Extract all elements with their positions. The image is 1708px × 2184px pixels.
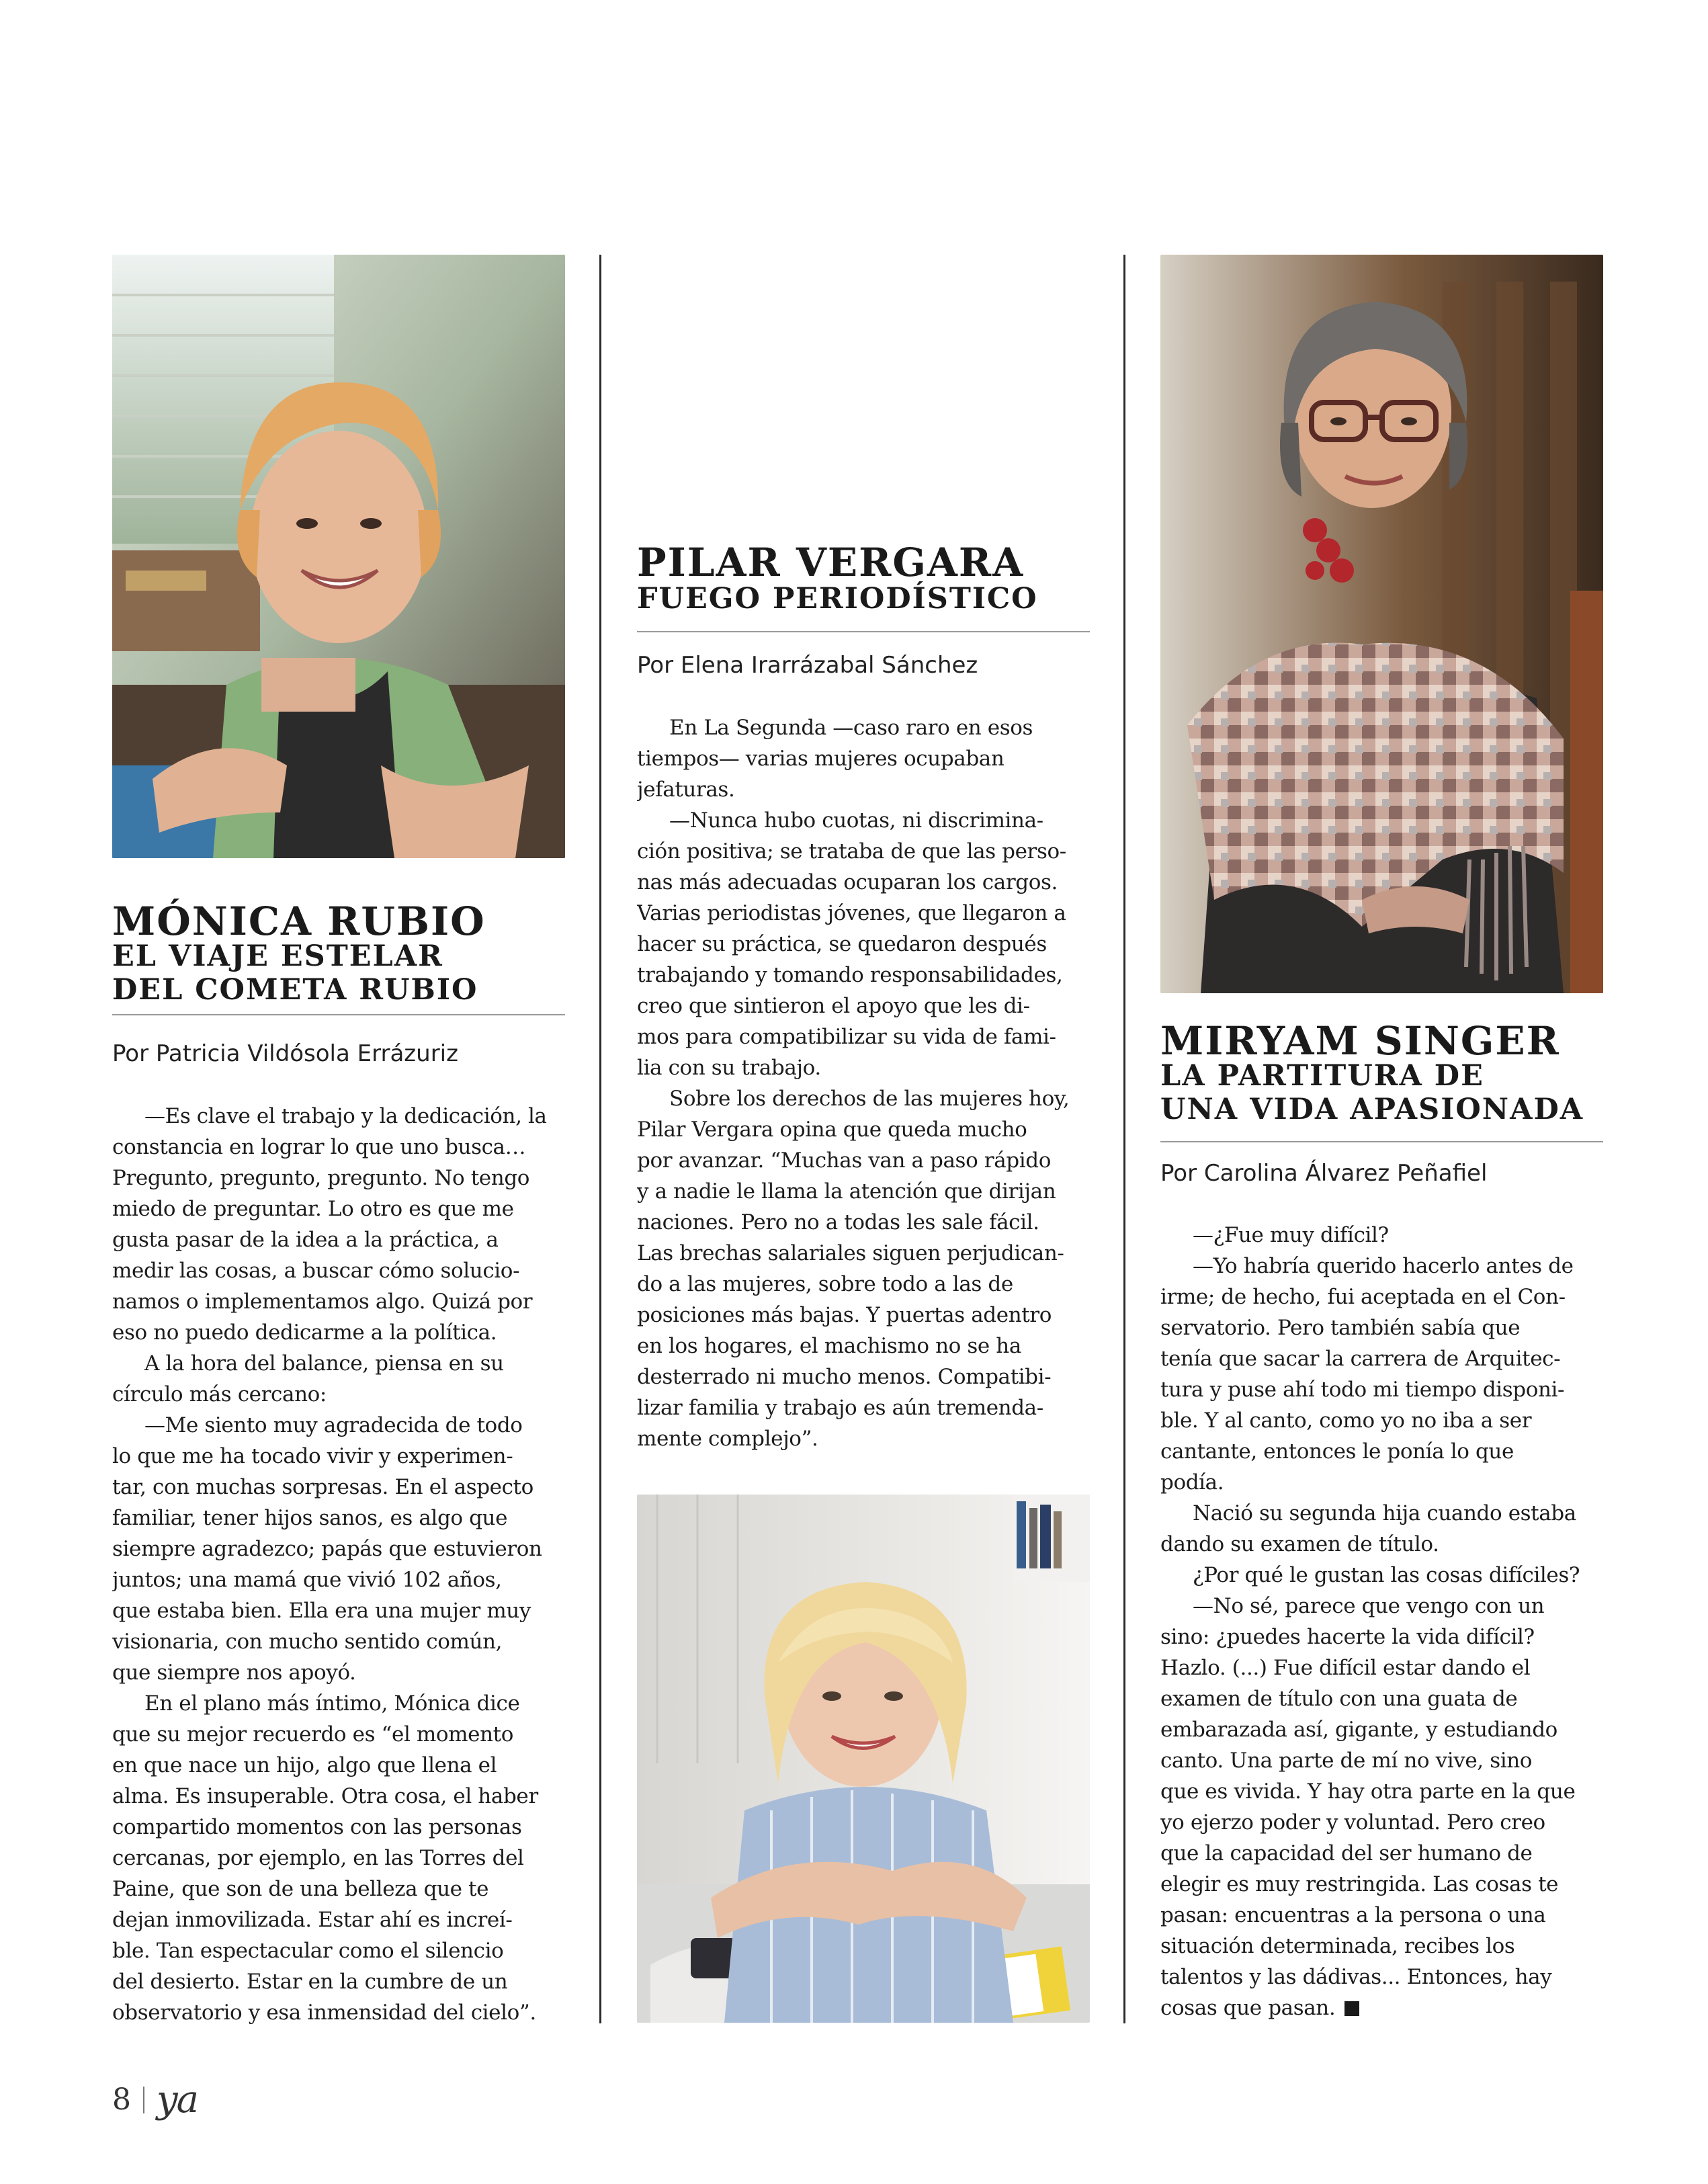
miryam-byline: Por Carolina Álvarez Peñafiel [1160, 1160, 1488, 1187]
body-line: Varias periodistas jóvenes, que llegaron a [637, 901, 1066, 925]
monica-byline: Por Patricia Vildósola Errázuriz [112, 1040, 458, 1067]
body-line: podía. [1160, 1470, 1224, 1495]
body-line: dejan inmovilizada. Estar ahí es increí- [112, 1908, 513, 1932]
body-line: naciones. Pero no a todas les sale fácil. [637, 1210, 1039, 1234]
body-line: —Yo habría querido hacerlo antes de [1193, 1254, 1574, 1278]
body-line: lo que me ha tocado vivir y experimen- [112, 1444, 513, 1468]
column-divider-right [1123, 255, 1125, 2023]
body-line: que siempre nos apoyó. [112, 1661, 356, 1685]
miryam-name-heading: MIRYAM SINGER [1160, 1018, 1560, 1064]
body-line: tar, con muchas sorpresas. En el aspecto [112, 1475, 533, 1499]
body-line: —Nunca hubo cuotas, ni discrimina- [669, 808, 1043, 833]
page-footer [112, 2078, 198, 2122]
body-line: en los hogares, el machismo no se ha [637, 1334, 1021, 1358]
monica-subtitle-line-1: EL VIAJE ESTELAR [112, 939, 443, 973]
body-line: situación determinada, recibes los [1160, 1934, 1515, 1958]
body-line: examen de título con una guata de [1160, 1687, 1518, 1711]
body-line: jefaturas. [637, 778, 735, 802]
miryam-subtitle-line-2: UNA VIDA APASIONADA [1160, 1093, 1584, 1126]
column-divider-left [599, 255, 601, 2023]
body-line: —¿Fue muy difícil? [1193, 1223, 1389, 1247]
body-line: siempre agradezco; papás que estuvieron [112, 1537, 542, 1561]
body-line: embarazada así, gigante, y estudiando [1160, 1718, 1557, 1742]
body-line: ¿Por qué le gustan las cosas difíciles? [1193, 1563, 1580, 1587]
body-line: lia con su trabajo. [637, 1056, 821, 1080]
body-line: Paine, que son de una belleza que te [112, 1877, 489, 1901]
body-line: mos para compatibilizar su vida de fami- [637, 1025, 1056, 1049]
body-line: sino: ¿puedes hacerte la vida difícil? [1160, 1625, 1535, 1649]
body-line: Las brechas salariales siguen perjudican- [637, 1241, 1064, 1265]
pilar-subtitle-line-1: FUEGO PERIODÍSTICO [637, 582, 1038, 616]
body-line: trabajando y tomando responsabilidades, [637, 963, 1063, 987]
body-line: lizar familia y trabajo es aún tremenda- [637, 1396, 1043, 1420]
body-line: cercanas, por ejemplo, en las Torres del [112, 1846, 524, 1870]
body-line: familiar, tener hijos sanos, es algo que [112, 1506, 508, 1530]
pilar-byline: Por Elena Irarrázabal Sánchez [637, 652, 978, 679]
body-line: observatorio y esa inmensidad del cielo”. [112, 2001, 536, 2025]
body-line: que estaba bien. Ella era una mujer muy [112, 1599, 531, 1623]
body-line: do a las mujeres, sobre todo a las de [637, 1272, 1013, 1296]
footer-separator [143, 2087, 144, 2113]
body-line: visionaria, con mucho sentido común, [112, 1630, 503, 1654]
body-line: que es vivida. Y hay otra parte en la que [1160, 1779, 1576, 1804]
end-of-article-square-icon [1344, 2001, 1359, 2016]
body-line: del desierto. Estar en la cumbre de un [112, 1970, 508, 1994]
body-line: tenía que sacar la carrera de Arquitec- [1160, 1347, 1561, 1371]
photo-monica-rubio [112, 255, 565, 858]
body-line: servatorio. Pero también sabía que [1160, 1316, 1521, 1340]
body-line: elegir es muy restringida. Las cosas te [1160, 1872, 1559, 1896]
body-line: mente complejo”. [637, 1427, 818, 1451]
body-line: ble. Tan espectacular como el silencio [112, 1939, 504, 1963]
body-line: desterrado ni mucho menos. Compatibi- [637, 1365, 1052, 1389]
body-line: que su mejor recuerdo es “el momento [112, 1722, 514, 1747]
body-line: ción positiva; se trataba de que las perso- [637, 839, 1066, 864]
body-line: yo ejerzo poder y voluntad. Pero creo [1160, 1810, 1545, 1835]
body-line: compartido momentos con las personas [112, 1815, 522, 1839]
body-line: que la capacidad del ser humano de [1160, 1841, 1533, 1865]
body-line: creo que sintieron el apoyo que les di- [637, 994, 1030, 1018]
miryam-body-text [1160, 1220, 1611, 2023]
body-line: Hazlo. (...) Fue difícil estar dando el [1160, 1656, 1531, 1680]
body-line: irme; de hecho, fui aceptada en el Con- [1160, 1285, 1566, 1309]
body-line: constancia en lograr lo que uno busca… [112, 1135, 526, 1159]
body-line: A la hora del balance, piensa en su [144, 1351, 504, 1376]
body-line: tura y puse ahí todo mi tiempo disponi- [1160, 1378, 1565, 1402]
body-line: En La Segunda —caso raro en esos [669, 716, 1033, 740]
body-line: —Me siento muy agradecida de todo [144, 1413, 523, 1437]
body-line: posiciones más bajas. Y puertas adentro [637, 1303, 1052, 1327]
body-line: nas más adecuadas ocuparan los cargos. [637, 870, 1058, 894]
body-line: gusta pasar de la idea a la práctica, a [112, 1228, 499, 1252]
magazine-logo: ya [157, 2078, 198, 2122]
body-line: canto. Una parte de mí no vive, sino [1160, 1749, 1533, 1773]
body-line: juntos; una mamá que vivió 102 años, [112, 1568, 502, 1592]
body-line: medir las cosas, a buscar cómo solucio- [112, 1259, 520, 1283]
pilar-body-text [637, 712, 1093, 1454]
page-number: 8 [112, 2083, 131, 2117]
body-line-last [1160, 1992, 1611, 2023]
body-line: círculo más cercano: [112, 1382, 327, 1406]
body-line: talentos y las dádivas... Entonces, hay [1160, 1965, 1552, 1989]
monica-subtitle-line-2: DEL COMETA RUBIO [112, 973, 478, 1007]
body-line: cantante, entonces le ponía lo que [1160, 1439, 1514, 1464]
body-line: Pregunto, pregunto, pregunto. No tengo [112, 1166, 530, 1190]
body-line: miedo de preguntar. Lo otro es que me [112, 1197, 514, 1221]
body-line: tiempos— varias mujeres ocupaban [637, 747, 1005, 771]
body-line: Sobre los derechos de las mujeres hoy, [669, 1087, 1070, 1111]
body-line: eso no puedo dedicarme a la política. [112, 1320, 497, 1345]
photo-miryam-singer [1160, 255, 1603, 993]
miryam-subtitle-line-1: LA PARTITURA DE [1160, 1059, 1484, 1093]
body-line: ble. Y al canto, como yo no iba a ser [1160, 1409, 1532, 1433]
body-line: —No sé, parece que vengo con un [1193, 1594, 1545, 1618]
photo-pilar-vergara [637, 1495, 1090, 2023]
monica-name-heading: MÓNICA RUBIO [112, 898, 486, 944]
body-line: alma. Es insuperable. Otra cosa, el haber [112, 1784, 538, 1808]
body-line: —Es clave el trabajo y la dedicación, la [144, 1104, 547, 1128]
body-line: namos o implementamos algo. Quizá por [112, 1290, 533, 1314]
pilar-divider [637, 631, 1090, 632]
body-line: Nació su segunda hija cuando estaba [1193, 1501, 1576, 1525]
body-line: por avanzar. “Muchas van a paso rápido [637, 1148, 1051, 1173]
monica-body-text [112, 1101, 566, 2028]
body-line: En el plano más íntimo, Mónica dice [144, 1691, 520, 1716]
body-line: dando su examen de título. [1160, 1532, 1439, 1556]
pilar-name-heading: PILAR VERGARA [637, 540, 1025, 585]
body-line: pasan: encuentras a la persona o una [1160, 1903, 1546, 1927]
miryam-divider [1160, 1141, 1603, 1142]
body-line-last-text: cosas que pasan. [1160, 1996, 1336, 2020]
body-line: Pilar Vergara opina que queda mucho [637, 1118, 1027, 1142]
monica-divider [112, 1014, 565, 1015]
body-line: en que nace un hijo, algo que llena el [112, 1753, 497, 1777]
body-line: y a nadie le llama la atención que dirijan [637, 1179, 1056, 1204]
body-line: hacer su práctica, se quedaron después [637, 932, 1047, 956]
